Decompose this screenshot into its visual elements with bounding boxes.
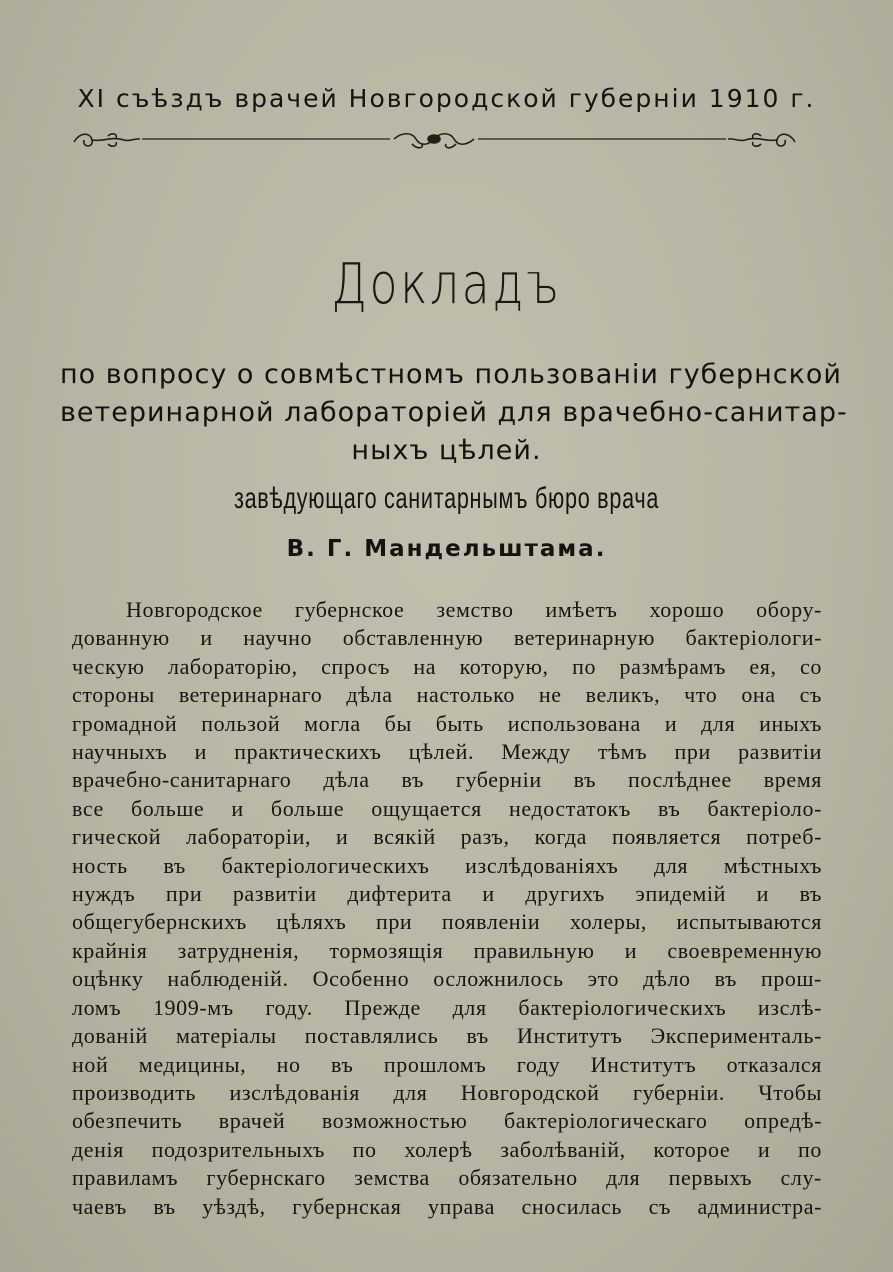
ornament-right-flourish (728, 134, 795, 146)
body-line: оцѣнку наблюденій. Особенно осложнилось это дѣло въ прош- (72, 966, 822, 992)
body-paragraph (72, 596, 822, 1221)
body-line: чаевъ въ уѣздѣ, губернская управа сносилась съ администра- (72, 1193, 822, 1219)
body-line: общегубернскихъ цѣляхъ при появленіи холеры, испытываются (72, 909, 822, 935)
body-line: нуждъ при развитіи дифтерита и другихъ эпидемій и въ (72, 881, 822, 907)
body-line: все больше и больше ощущается недостатокъ въ бактеріоло- (72, 795, 822, 821)
body-line: правиламъ губернскаго земства обязательно для первыхъ слу- (72, 1165, 822, 1191)
body-line: дованій матеріалы поставлялись въ Институтъ Эксперименталь- (72, 1023, 822, 1049)
subtitle-line: ветеринарной лабораторіей для врачебно-санитар- (60, 397, 848, 428)
ornament-left-flourish (74, 134, 140, 146)
body-line: дованную и научно обставленную ветеринарную бактеріологи- (72, 625, 822, 651)
body-line: Новгородское губернское земство имѣетъ хорошо обору- (126, 597, 822, 622)
document-title: Докладъ (331, 252, 562, 317)
ornament-center-flourish (394, 134, 474, 148)
body-line: ной медицины, но въ прошломъ году Институтъ отказался (72, 1051, 822, 1077)
author-role: завѣдующаго санитарнымъ бюро врача (233, 482, 660, 515)
body-line: денія подозрительныхъ по холерѣ заболѣваній, которое и по (72, 1136, 822, 1162)
body-line: ность въ бактеріологическихъ изслѣдованіяхъ для мѣстныхъ (72, 852, 822, 878)
body-line: обезпечить врачей возможностью бактеріологическаго опредѣ- (72, 1108, 822, 1134)
body-line: производить изслѣдованія для Новгородской губерніи. Чтобы (72, 1079, 822, 1105)
body-line: стороны ветеринарнаго дѣла настолько не великъ, что она съ (72, 682, 822, 708)
body-line: гической лабораторіи, и всякій разъ, когда появляется потреб- (72, 824, 822, 850)
body-line: громадной пользой могла бы быть использована и для иныхъ (72, 710, 822, 736)
body-line: врачебно-санитарнаго дѣла въ губерніи въ послѣднее время (72, 767, 822, 793)
subtitle-line: по вопросу о совмѣстномъ пользованіи губернской (60, 359, 842, 390)
body-line: ческую лабораторію, спросъ на которую, по размѣрамъ ея, со (72, 653, 822, 679)
body-line: крайнія затрудненія, тормозящія правильную и своевременную (72, 937, 822, 963)
header-congress-title: XI съѣздъ врачей Новгородской губерніи 1910 г. (77, 84, 816, 113)
body-line: ломъ 1909-мъ году. Прежде для бактеріологическихъ изслѣ- (72, 994, 822, 1020)
subtitle-line: ныхъ цѣлей. (351, 435, 542, 466)
body-line: научныхъ и практическихъ цѣлей. Между тѣмъ при развитіи (72, 739, 822, 765)
author-name: В. Г. Мандельштама. (286, 536, 607, 562)
ornament-divider (72, 128, 797, 152)
document-subtitle (60, 356, 848, 470)
